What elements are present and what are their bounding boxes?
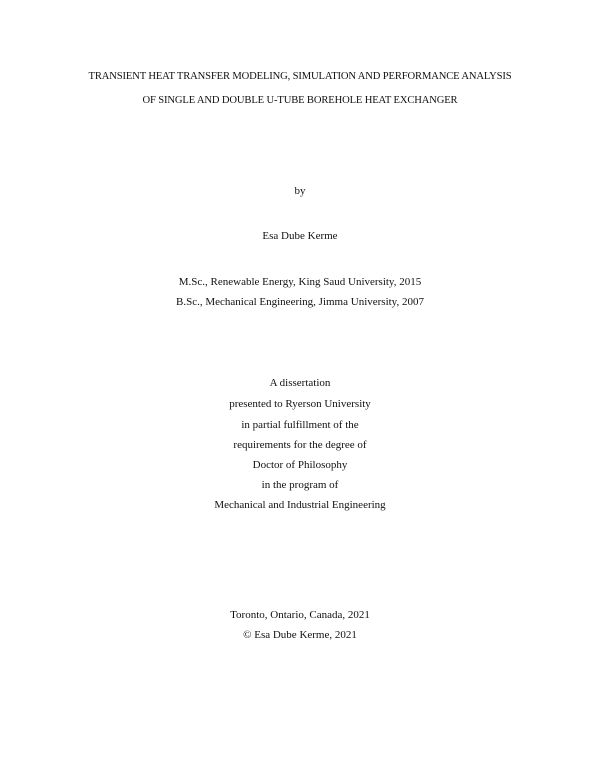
degree-msc: M.Sc., Renewable Energy, King Saud University, 2015 [178,276,422,288]
title-line-1: TRANSIENT HEAT TRANSFER MODELING, SIMULATION AND PERFORMANCE ANALYSIS [88,71,512,82]
author-name: Esa Dube Kerme [262,230,338,242]
by-label: by [294,185,306,197]
place-year: Toronto, Ontario, Canada, 2021 [230,609,370,621]
statement-line-6: in the program of [261,479,339,491]
degree-bsc: B.Sc., Mechanical Engineering, Jimma University, 2007 [176,296,424,308]
statement-line-4: requirements for the degree of [233,439,367,451]
statement-line-1: A dissertation [269,377,331,389]
statement-line-3: in partial fulfillment of the [241,419,359,431]
statement-line-5: Doctor of Philosophy [252,459,348,471]
statement-line-7: Mechanical and Industrial Engineering [214,499,386,511]
copyright-notice: © Esa Dube Kerme, 2021 [243,629,357,641]
statement-line-2: presented to Ryerson University [229,398,371,410]
title-line-2: OF SINGLE AND DOUBLE U-TUBE BOREHOLE HEAT EXCHANGER [142,95,458,106]
